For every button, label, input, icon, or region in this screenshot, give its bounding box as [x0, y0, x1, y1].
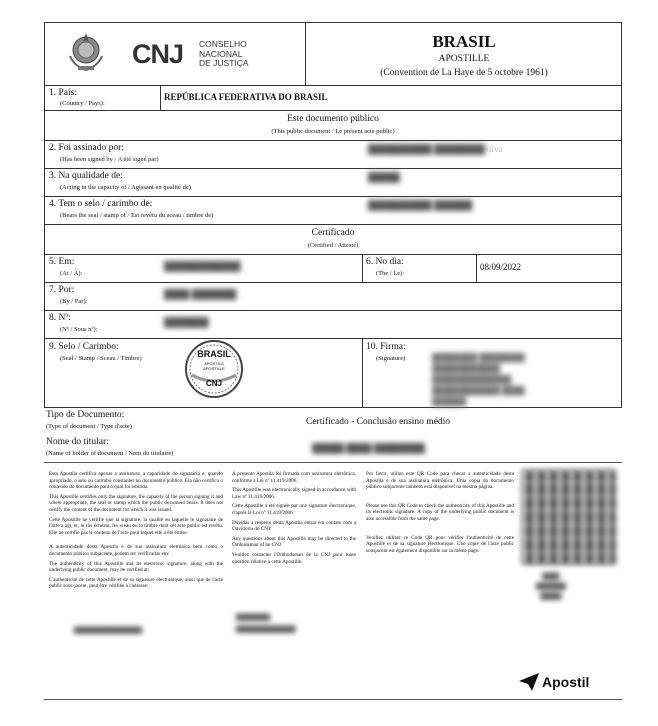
footer-column-2	[232, 471, 356, 568]
footer-col1-p2: This Apostille certifies only the signature, the capacity of the person signing it and where appropriate, the seal or stamp which the public document bears. It does not certify the content of the document for which it was issued.	[49, 493, 223, 513]
seal-cnj-text: CNJ	[205, 379, 222, 388]
seal-brasil-text: BRASIL	[197, 349, 231, 359]
country-title: BRASIL	[432, 32, 496, 51]
certified-subtitle: (Certified / Attesté)	[307, 242, 359, 249]
country-label: 1. País:	[49, 88, 77, 98]
signature-sublabel: (Signature)	[376, 355, 406, 362]
footer-col1-p1: Esta Apostila certifica apenas a assinatura, a capacidade do signatário e, quando apropriado, o selo ou carimbo constantes no documento público. Ela não certifica o conteúdo do documento para o qual foi emitida.	[49, 471, 223, 491]
footer-col3-p1: Por favor, utilize este QR Code para checar a autenticidade desta Apostila e de sua assinatura eletrônica. Uma cópia do documento público subjacente também está disponível na mesma página.	[366, 471, 514, 491]
signature-label: 10. Firma:	[366, 342, 406, 352]
seal-of-sublabel: (Bears the seal / stamp of / Est revêtu du sceau / timbre de)	[60, 212, 214, 219]
at-sublabel: (At / À):	[60, 270, 83, 277]
verification-url-redacted: ████████████████	[74, 628, 143, 634]
cnj-line-2: NACIONAL	[199, 48, 243, 59]
brasil-coat-of-arms-icon	[64, 30, 108, 74]
public-document-title: Este documento público	[287, 114, 379, 124]
convention-text: (Convention de La Haye de 5 octobre 1961)	[380, 68, 548, 78]
footer-col2-p1: A presente Apostila foi firmada com assinatura eletrônica, conforme a Lei nº 11.419/2006.	[232, 471, 356, 484]
by-redacted: ████ ███████	[164, 289, 237, 299]
paper-plane-icon	[518, 672, 540, 692]
signed-by-sublabel: (Has been signed by / A été signé par)	[60, 156, 159, 163]
cnj-logo	[132, 38, 194, 70]
date-value: 08/09/2022	[480, 262, 522, 272]
footer-col1-p4: A autenticidade desta Apostila e de sua assinatura eletrônica bem como o documento público subjacente, podem ser verificadas em:	[49, 544, 223, 557]
seal-stamp-sublabel: (Seal / Stamp / Sceau / Timbre)	[60, 355, 142, 362]
signed-by-visible-value: Silva	[484, 144, 503, 154]
capacity-redacted: █████	[368, 172, 400, 182]
qr-caption-redacted: ████ ███████ █████	[536, 574, 566, 600]
holder-name-redacted: █████ ████ ████████	[312, 443, 425, 453]
by-label: 7. Por:	[49, 285, 75, 295]
country-sublabel: (Country / Pays):	[60, 100, 105, 107]
signed-by-label: 2. Foi assinado por:	[49, 143, 124, 153]
footer-col1-p5: The authenticity of this Apostille and its electronic signature, along with the underlying public document, may be verified at:	[49, 560, 223, 574]
footer-col3-p2: Please use this QR Code to check the authenticity of this Apostille and its electronic signature. A copy of the underlying public document is also accessible from the same page.	[366, 502, 514, 522]
footer-column-3	[366, 471, 514, 557]
apostille-seal	[184, 339, 244, 399]
footer-col2-p4: Dúvidas a respeito desta Apostila entrar em contato com a Ouvidoria do CNJ:	[232, 519, 356, 533]
certified-title: Certificado	[311, 228, 355, 238]
public-document-subtitle: (This public document / Le présent acte public)	[271, 128, 395, 135]
holder-name-sublabel: (Name of holder of document / Nom du titulaire)	[46, 450, 174, 457]
at-redacted: ████████████	[164, 261, 241, 271]
number-sublabel: (Nº / Sous nº):	[60, 326, 98, 333]
seal-of-label: 4. Tem o selo / carimbo de:	[49, 199, 153, 209]
signed-by-redacted: ██████████ ████████	[368, 144, 486, 154]
footer-col2-p6: Veuillez contacter l'Ombudsman de la CNJ pour toute question relative à cette Apostille:	[232, 551, 356, 565]
footer-col1-p6: L'authenticité de cette Apostille et de sa signature électronique, ainsi que de l'acte public sous-jacent, peut être vérifiée à l'adresse:	[49, 576, 223, 590]
cnj-line-3: DE JUSTIÇA	[199, 58, 249, 68]
number-label: 8. Nº:	[49, 313, 71, 323]
capacity-sublabel: (Acting in the capacity of / Agissant en qualité de)	[60, 184, 191, 191]
cnj-line-1: CONSELHO	[199, 39, 247, 49]
document-type-label: Tipo de Documento:	[46, 410, 125, 420]
capacity-label: 3. Na qualidade de:	[49, 171, 123, 181]
footer-col2-p3: Cette Apostille a été signée par une signature électronique, d'après la Loi nº 11.419/2006.	[232, 503, 356, 516]
footer-col1-p3: Cette Apostille ne certifie que la signature, la qualité en laquelle le signataire de l'acte a agi, et, le cas échéant, les sceau ou le timbre dont cet acte public est revêtu. Elle ne certifie pas le contenu de l'acte pour lequel elle a été émise.	[49, 516, 223, 536]
signature-redacted: ████████ ████████ ████████████ ██████████████ ████████████ ████ ██████	[432, 353, 525, 406]
seal-stamp-label: 9. Selo / Carimbo:	[49, 342, 119, 352]
qr-code-overlay	[522, 470, 616, 564]
document-type-sublabel: (Type of document / Type d'acte)	[46, 423, 132, 430]
footer-col2-p2: This Apostille was electronically signed in accordance with Law nº 11.419/2006.	[232, 487, 356, 500]
date-label: 6. No dia:	[366, 257, 404, 267]
apostille-title: APOSTILLE	[438, 54, 490, 64]
apostil-brand-text: Apostil	[542, 674, 590, 690]
document-type-value: Certificado - Conclusão ensino médio	[306, 417, 451, 427]
ombudsman-contact-redacted: ████████ ██████████████	[236, 615, 296, 633]
date-sublabel: (The / Le):	[376, 270, 405, 277]
seal-apostille-text: APOSTILLE	[203, 366, 225, 371]
seal-apostila-text: APOSTILA	[204, 361, 224, 366]
footer-col2-p5: Any questions about this Apostille may be directed to the Ombudsman of he CNJ:	[232, 535, 356, 549]
apostil-brand	[518, 672, 598, 694]
cnj-abbr: CNJ	[132, 39, 184, 69]
cnj-full-name	[199, 40, 249, 69]
by-sublabel: (By / Par):	[60, 298, 88, 305]
country-value: REPÚBLICA FEDERATIVA DO BRASIL	[164, 92, 328, 102]
footer-col3-p3: Veuillez utiliser ce Code QR pour vérifier l'authenticité de cette Apostille et de sa signature électronique. Une copie de l'acte public sousjacent est également disponible sur la même page.	[366, 534, 514, 554]
number-redacted: ███████	[164, 317, 209, 327]
holder-name-label: Nome do titular:	[46, 437, 109, 447]
seal-of-redacted: ██████████ ██████	[368, 200, 473, 210]
footer-column-1	[49, 471, 223, 593]
at-label: 5. Em:	[49, 257, 75, 267]
